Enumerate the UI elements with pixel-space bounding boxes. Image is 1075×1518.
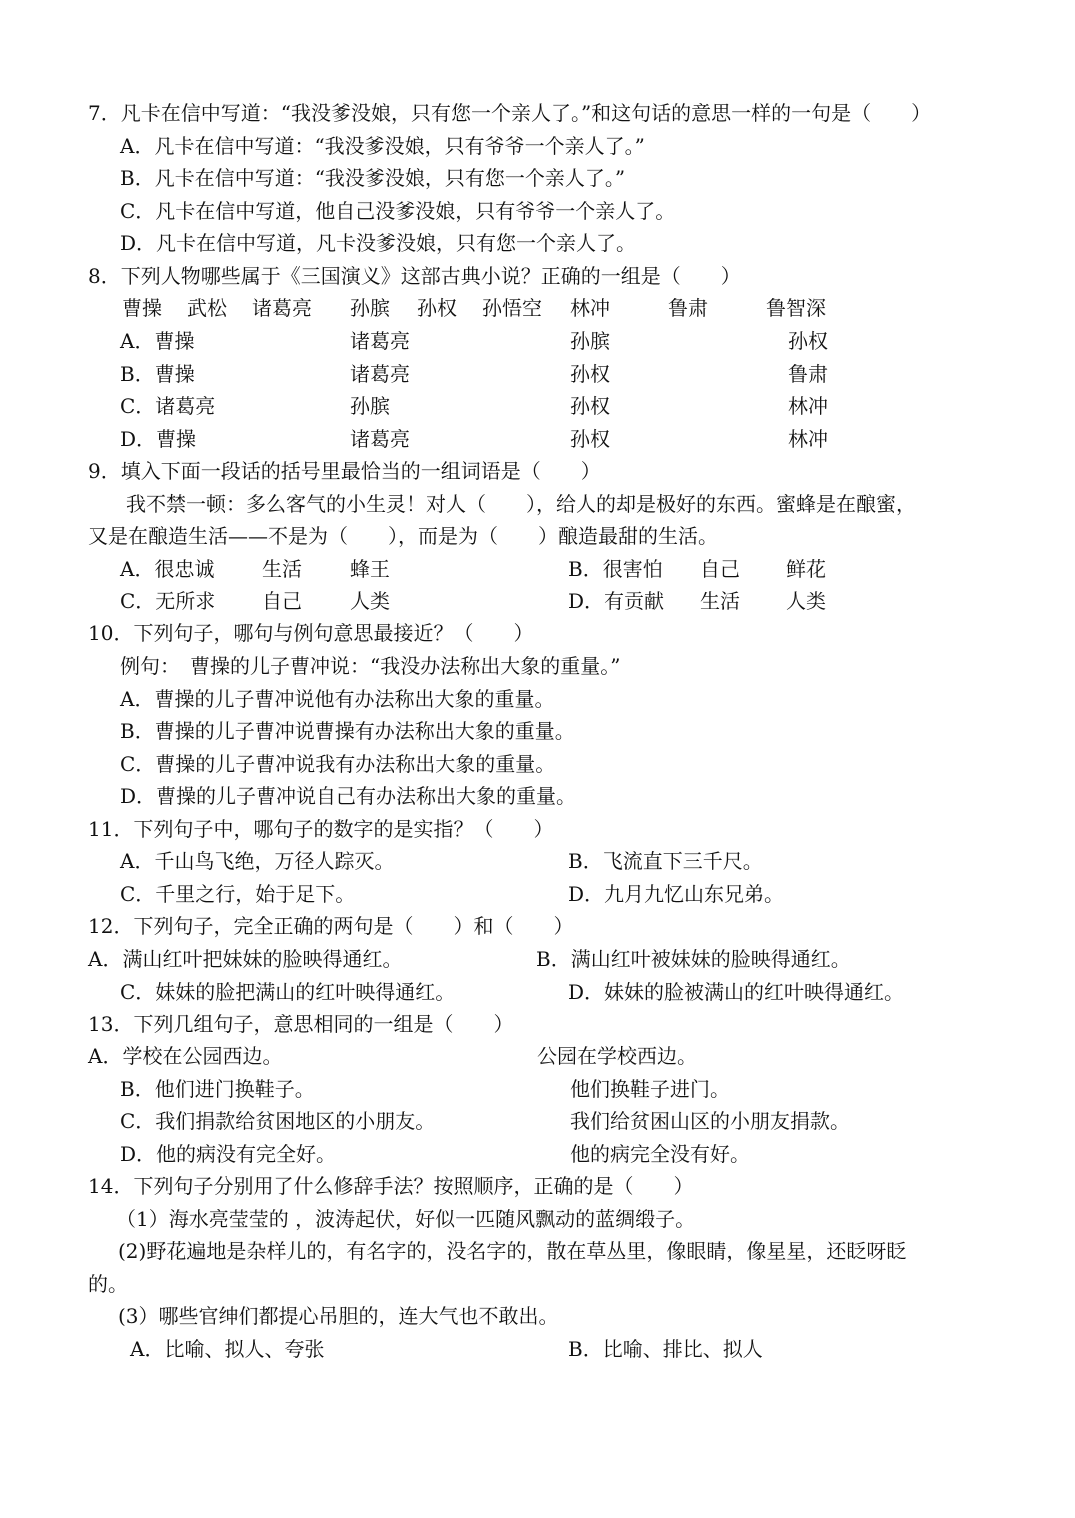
q11-stem: 11．下列句子中，哪句子的数字的是实指？（ ） (88, 817, 554, 841)
q10-option-d: D．曹操的儿子曹冲说自己有办法称出大象的重量。 (120, 784, 577, 808)
q8-option-a: A．曹操 诸葛亮 孙膑 孙权 (120, 329, 828, 353)
q8-name: 鲁智深 (766, 296, 826, 320)
q11-option-a: A．千山鸟飞绝，万径人踪灭。 (120, 849, 395, 873)
q14-options-row (0, 1333, 1000, 1365)
q9-option-a: A．很忠诚 (120, 557, 215, 581)
q8-name: 孙权 (417, 296, 457, 320)
q11-options-row-1 (0, 845, 1000, 877)
q9-option-d: D．有贡献 (568, 589, 665, 613)
q8-name: 孙膑 (350, 296, 390, 320)
q14-sentence-2-cont: 的。 (88, 1272, 128, 1296)
q12-option-d: D．妹妹的脸被满山的红叶映得通红。 (568, 980, 905, 1004)
q8-option-d: D．曹操 诸葛亮 孙权 林冲 (120, 427, 828, 451)
q9-passage-line-2: 又是在酿造生活——不是为（ ），而是为（ ）酿造最甜的生活。 (88, 524, 718, 548)
q14-option-b: B．比喻、排比、拟人 (568, 1337, 763, 1361)
q10-stem: 10．下列句子，哪句与例句意思最接近？（ ） (88, 621, 534, 645)
q7-option-b: B．凡卡在信中写道：“我没爹没娘，只有您一个亲人了。” (120, 166, 626, 190)
q10-example: 例句： 曹操的儿子曹冲说：“我没办法称出大象的重量。” (120, 654, 621, 678)
q12-option-c: C．妹妹的脸把满山的红叶映得通红。 (120, 980, 456, 1004)
q10-option-a: A．曹操的儿子曹冲说他有办法称出大象的重量。 (120, 687, 555, 711)
q13-option-d: D．他的病没有完全好。 他的病完全没有好。 (120, 1142, 750, 1166)
q12-option-b: B．满山红叶被妹妹的脸映得通红。 (536, 947, 851, 971)
q14-sentence-1: （1）海水亮莹莹的 ，波涛起伏，好似一匹随风飘动的蓝绸缎子。 (116, 1207, 696, 1231)
q14-sentence-2: (2)野花遍地是杂样儿的，有名字的，没名字的，散在草丛里，像眼睛，像星星，还眨呀眨 (118, 1239, 907, 1263)
q7-stem: 7．凡卡在信中写道：“我没爹没娘，只有您一个亲人了。”和这句话的意思一样的一句是（ ） (88, 101, 932, 125)
q8-name-list (0, 292, 1000, 324)
q12-option-a: A．满山红叶把妹妹的脸映得通红。 (88, 947, 403, 971)
q11-option-c: C．千里之行，始于足下。 (120, 882, 356, 906)
q12-options-row-2 (0, 976, 1000, 1008)
q8-option-b: B．曹操 诸葛亮 孙权 鲁肃 (120, 362, 828, 386)
q11-option-b: B．飞流直下三千尺。 (568, 849, 763, 873)
q12-options-row-1 (0, 943, 1000, 975)
q7-option-c: C．凡卡在信中写道，他自己没爹没娘，只有爷爷一个亲人了。 (120, 199, 676, 223)
q10-option-b: B．曹操的儿子曹冲说曹操有办法称出大象的重量。 (120, 719, 575, 743)
q13-option-b: B．他们进门换鞋子。 他们换鞋子进门。 (120, 1077, 730, 1101)
q8-name: 林冲 (570, 296, 610, 320)
q9-options-row-1: A．很忠诚 生活 蜂王 B．很害怕 自己 鲜花 (0, 553, 1000, 585)
q10-option-c: C．曹操的儿子曹冲说我有办法称出大象的重量。 (120, 752, 556, 776)
q8-option-c: C．诸葛亮 孙膑 孙权 林冲 (120, 394, 828, 418)
q12-stem: 12．下列句子，完全正确的两句是（ ）和（ ） (88, 914, 574, 938)
q8-name: 曹操 (122, 296, 162, 320)
q8-name: 诸葛亮 (252, 296, 312, 320)
q8-name: 孙悟空 (482, 296, 542, 320)
q9-option-c: C．无所求 (120, 589, 216, 613)
q14-stem: 14．下列句子分别用了什么修辞手法？按照顺序，正确的是（ ） (88, 1174, 694, 1198)
q8-name: 武松 (187, 296, 227, 320)
q11-option-d: D．九月九忆山东兄弟。 (568, 882, 785, 906)
q11-options-row-2 (0, 878, 1000, 910)
q9-stem: 9．填入下面一段话的括号里最恰当的一组词语是（ ） (88, 459, 601, 483)
q13-option-c: C．我们捐款给贫困地区的小朋友。 我们给贫困山区的小朋友捐款。 (120, 1109, 850, 1133)
q9-options-row-2: C．无所求 自己 人类 D．有贡献 生活 人类 (0, 585, 1000, 617)
q9-passage-line-1: 我不禁一顿：多么客气的小生灵！对人（ ），给人的却是极好的东西。蜜蜂是在酿蜜， (126, 492, 916, 516)
q14-option-a: A．比喻、拟人、夸张 (130, 1337, 325, 1361)
q8-name: 鲁肃 (668, 296, 708, 320)
q9-option-b: B．很害怕 (568, 557, 663, 581)
q8-stem: 8．下列人物哪些属于《三国演义》这部古典小说？正确的一组是（ ） (88, 264, 741, 288)
q13-option-a: A．学校在公园西边。 公园在学校西边。 (88, 1044, 697, 1068)
q7-option-a: A．凡卡在信中写道：“我没爹没娘，只有爷爷一个亲人了。” (120, 134, 645, 158)
q13-stem: 13．下列几组句子，意思相同的一组是（ ） (88, 1012, 514, 1036)
q7-option-d: D．凡卡在信中写道，凡卡没爹没娘，只有您一个亲人了。 (120, 231, 637, 255)
q14-sentence-3: (3）哪些官绅们都提心吊胆的，连大气也不敢出。 (118, 1304, 559, 1328)
